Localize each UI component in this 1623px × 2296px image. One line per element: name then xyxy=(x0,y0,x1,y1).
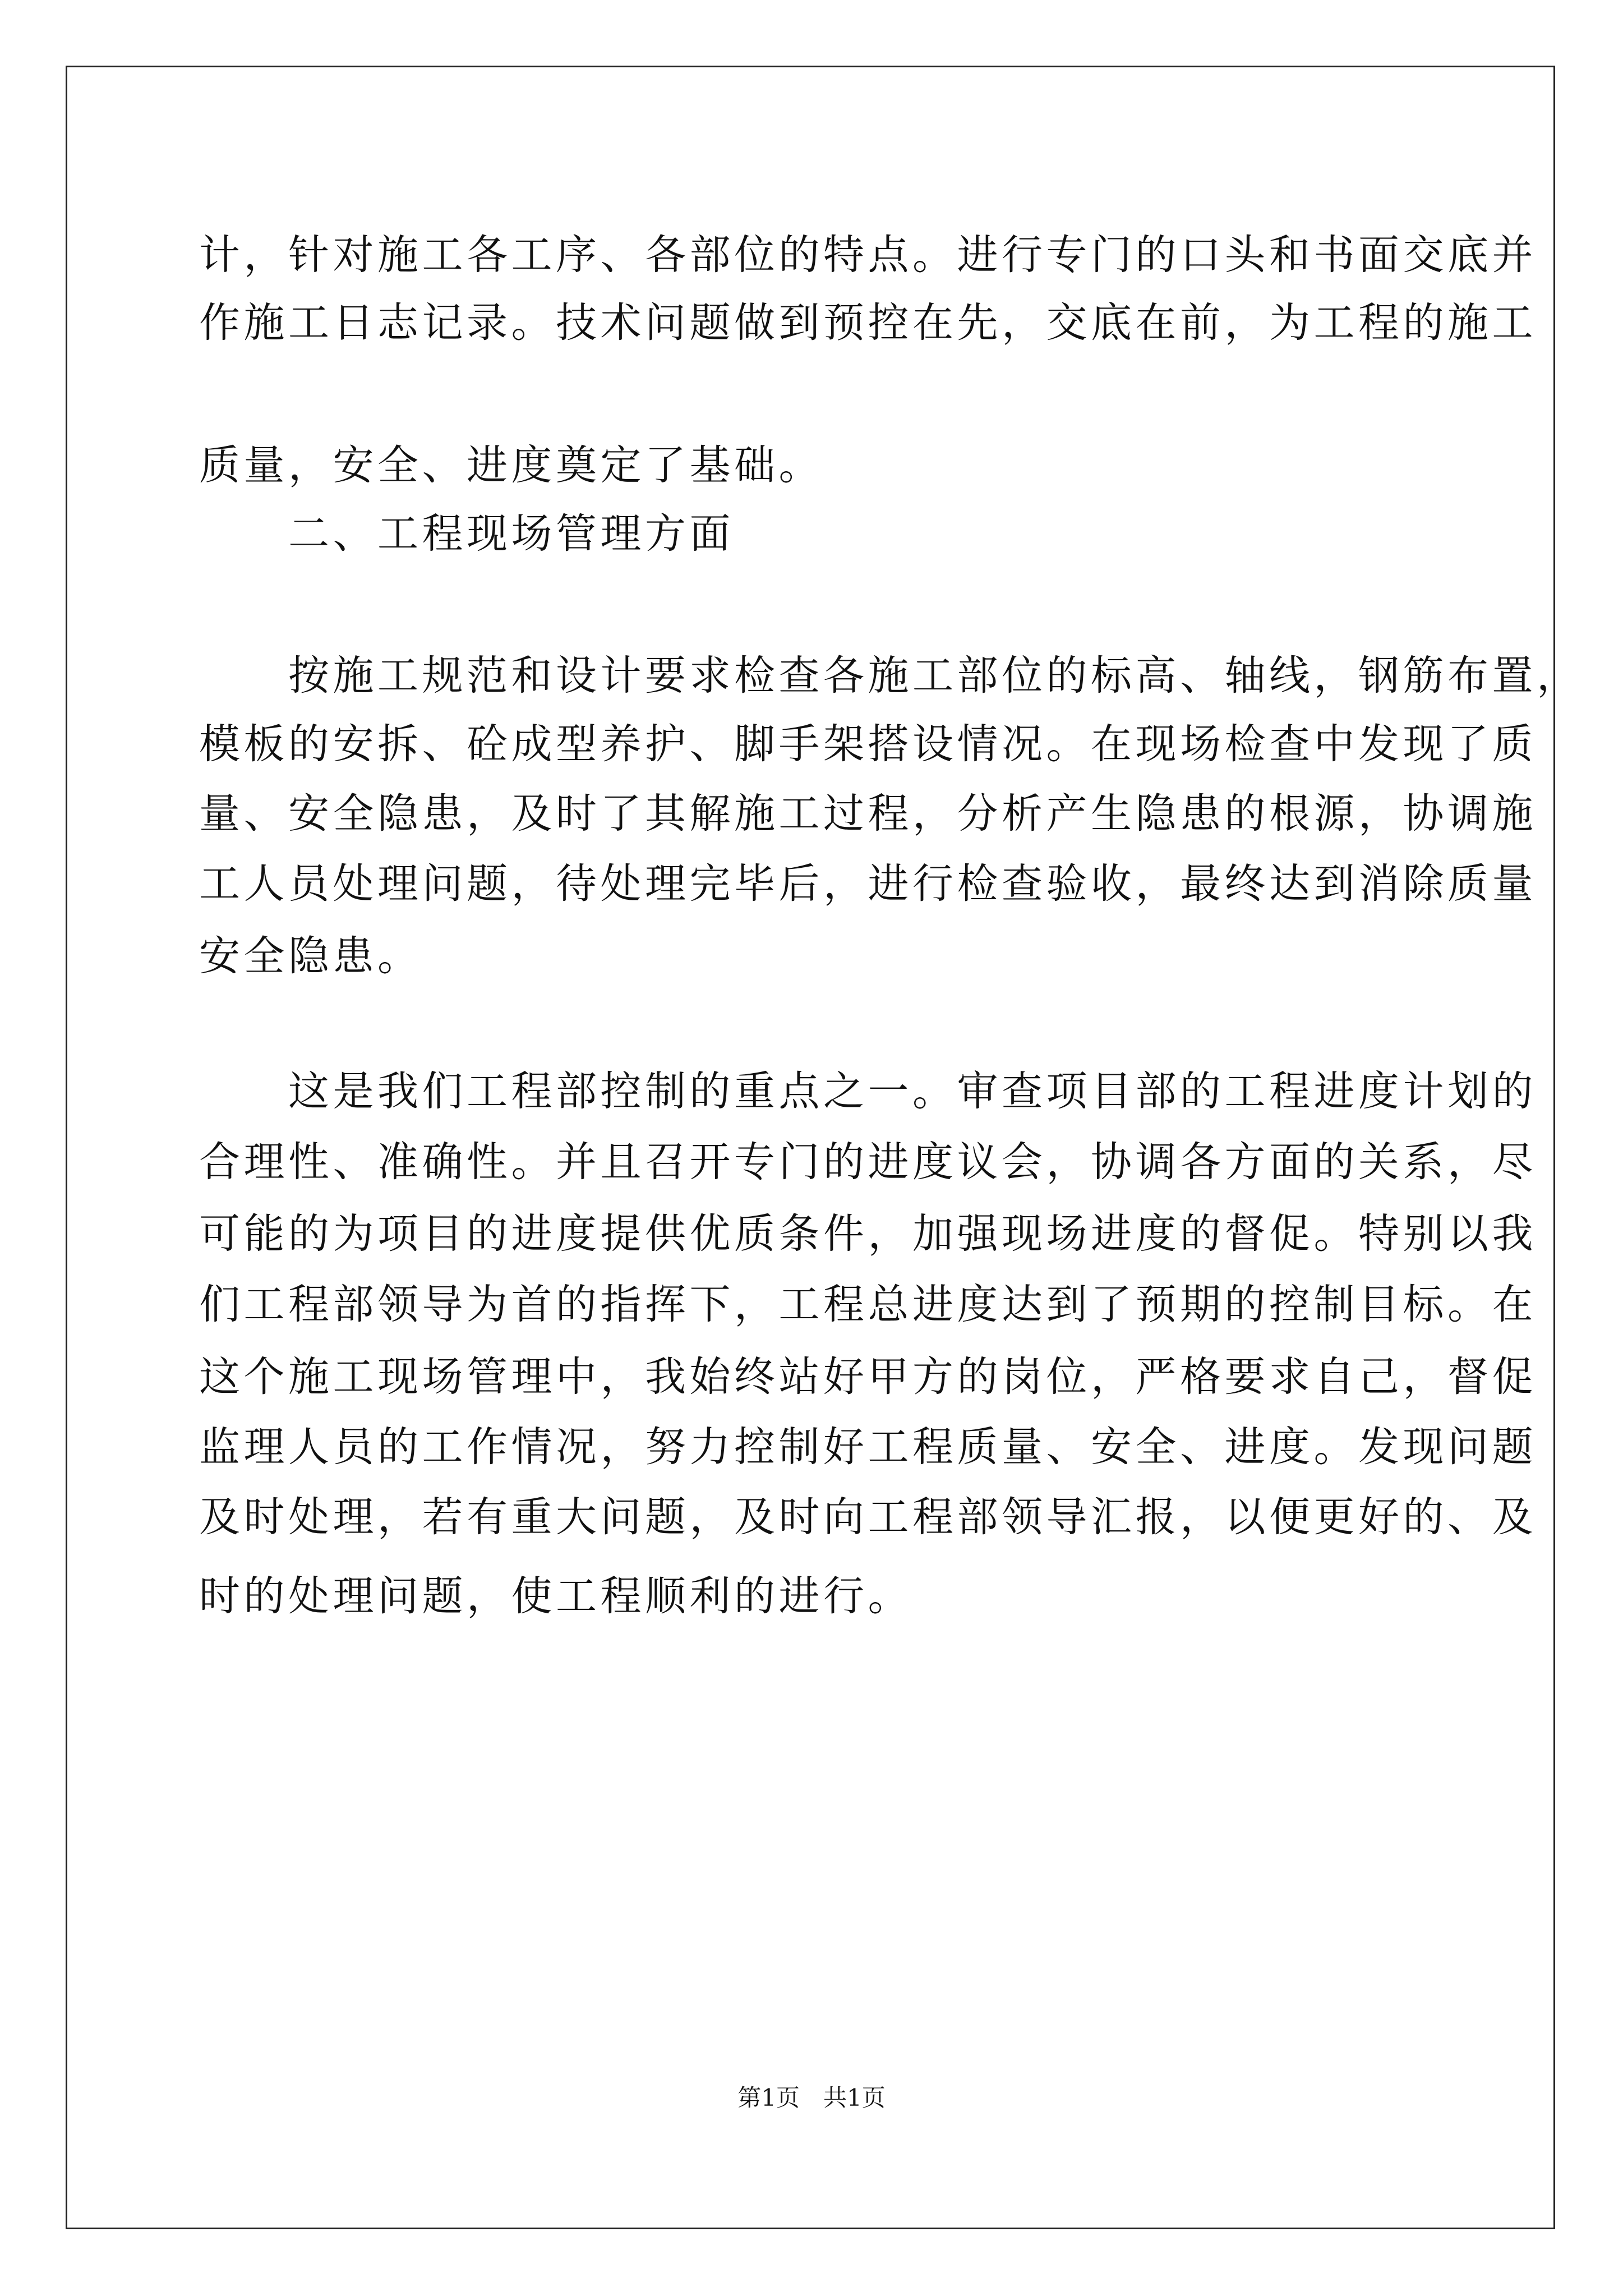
text-line: 及时处理，若有重大问题，及时向工程部领导汇报，以便更好的、及 xyxy=(199,1493,1537,1541)
text-line: 按施工规范和设计要求检查各施工部位的标高、轴线，钢筋布置， xyxy=(199,652,1581,700)
text-line: 工人员处理问题，待处理完毕后，进行检查验收，最终达到消除质量 xyxy=(199,860,1537,908)
text-line: 合理性、准确性。并且召开专门的进度议会，协调各方面的关系，尽 xyxy=(199,1138,1537,1186)
text-line: 质量，安全、进度奠定了基础。 xyxy=(199,441,823,489)
text-line: 安全隐患。 xyxy=(199,932,422,980)
text-line: 时的处理问题，使工程顺利的进行。 xyxy=(199,1572,912,1620)
text-line: 监理人员的工作情况，努力控制好工程质量、安全、进度。发现问题 xyxy=(199,1423,1537,1471)
text-line: 可能的为项目的进度提供优质条件，加强现场进度的督促。特别以我 xyxy=(199,1210,1537,1258)
page-number-footer: 第1页 共1页 xyxy=(737,2084,886,2111)
text-line: 这是我们工程部控制的重点之一。审查项目部的工程进度计划的 xyxy=(199,1068,1537,1115)
text-line: 量、安全隐患，及时了其解施工过程，分析产生隐患的根源，协调施 xyxy=(199,790,1537,838)
text-line: 计，针对施工各工序、各部位的特点。进行专门的口头和书面交底并 xyxy=(199,231,1537,279)
text-line: 作施工日志记录。技术问题做到预控在先，交底在前，为工程的施工 xyxy=(199,299,1537,347)
text-line: 这个施工现场管理中，我始终站好甲方的岗位，严格要求自己，督促 xyxy=(199,1353,1537,1401)
text-line: 们工程部领导为首的指挥下，工程总进度达到了预期的控制目标。在 xyxy=(199,1281,1537,1328)
section-heading: 二、工程现场管理方面 xyxy=(199,510,734,558)
text-line: 模板的安拆、砼成型养护、脚手架搭设情况。在现场检查中发现了质 xyxy=(199,720,1537,768)
